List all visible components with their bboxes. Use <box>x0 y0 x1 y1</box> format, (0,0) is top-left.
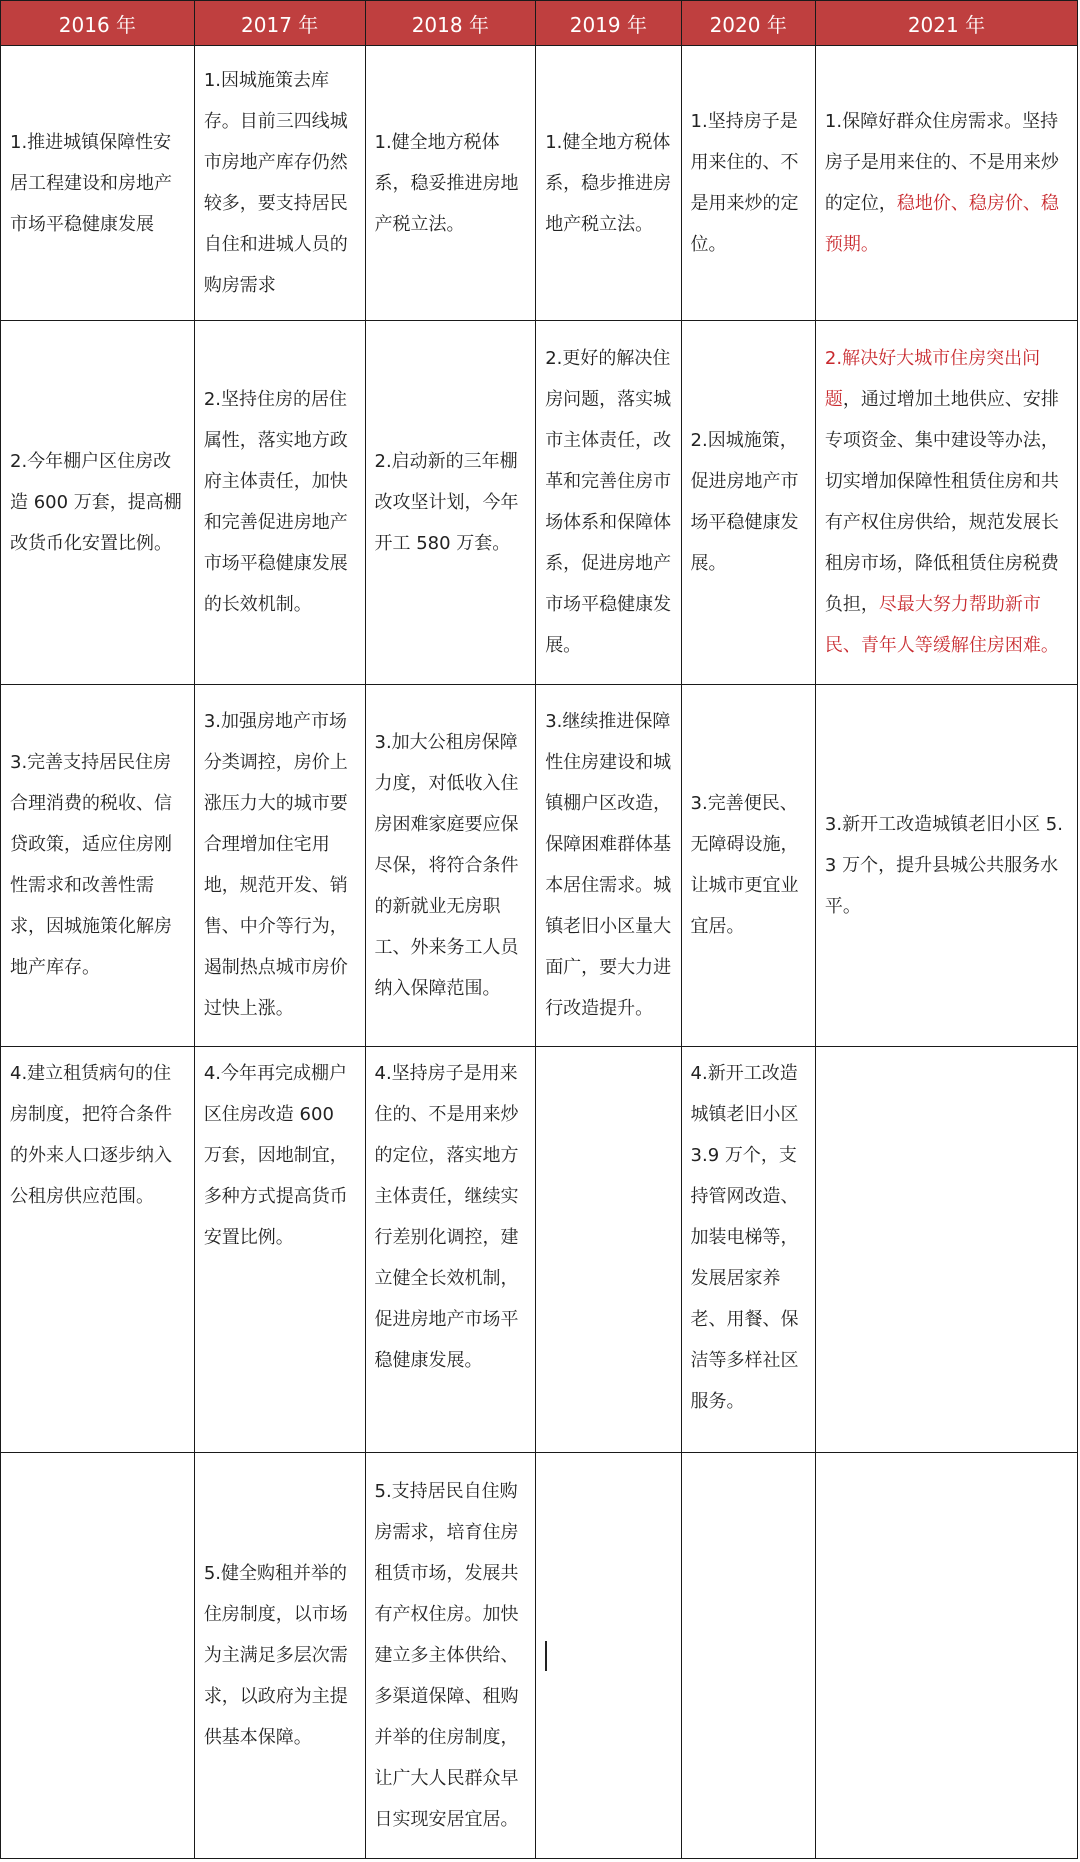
year-header-2018: 2018 年 <box>365 1 536 46</box>
policy-cell: 5.支持居民自住购房需求，培育住房租赁市场，发展共有产权住房。加快建立多主体供给、多渠道保障、租购并举的住房制度，让广大人民群众早日实现安居宜居。 <box>365 1453 536 1859</box>
policy-cell: 2.启动新的三年棚改攻坚计划，今年开工 580 万套。 <box>365 321 536 684</box>
policy-cell: 3.完善支持居民住房合理消费的税收、信贷政策，适应住房刚性需求和改善性需求，因城施策化解房地产库存。 <box>1 684 195 1046</box>
policy-cell: 4.新开工改造城镇老旧小区 3.9 万个，支持管网改造、加装电梯等，发展居家养老、用餐、保洁等多样社区服务。 <box>681 1047 815 1453</box>
empty-cell <box>536 1047 681 1453</box>
policy-cell: 2.坚持住房的居住属性，落实地方政府主体责任，加快和完善促进房地产市场平稳健康发展的长效机制。 <box>194 321 365 684</box>
policy-cell: 5.健全购租并举的住房制度，以市场为主满足多层次需求，以政府为主提供基本保障。 <box>194 1453 365 1859</box>
empty-cell <box>815 1453 1077 1859</box>
highlighted-policy-text: 解决好大城市住房突出问题 <box>824 348 1041 411</box>
table-row <box>1 1047 1078 1453</box>
policy-text: ，通过增加土地供应、安排专项资金、集中建设等办法，切实增加保障性租赁住房和共有产权住房供给，规范发展长租房市场，降低租赁住房税费负担， <box>824 389 1059 616</box>
empty-cell <box>1 1453 195 1859</box>
year-header-2020: 2020 年 <box>681 1 815 46</box>
header-row <box>1 1 1078 46</box>
policy-cell: 1.健全地方税体系，稳步推进房地产税立法。 <box>536 46 681 321</box>
table-row <box>1 46 1078 321</box>
table-row <box>1 1453 1078 1859</box>
empty-cell <box>681 1453 815 1859</box>
editable-cell[interactable] <box>536 1453 681 1859</box>
policy-cell: 3.加大公租房保障力度，对低收入住房困难家庭要应保尽保，将符合条件的新就业无房职工、外来务工人员纳入保障范围。 <box>365 684 536 1046</box>
policy-cell: 3.加强房地产市场分类调控，房价上涨压力大的城市要合理增加住宅用地，规范开发、销售、中介等行为，遏制热点城市房价过快上涨。 <box>194 684 365 1046</box>
year-header-2017: 2017 年 <box>194 1 365 46</box>
policy-cell: 1.坚持房子是用来住的、不是用来炒的定位。 <box>681 46 815 321</box>
highlighted-policy-text: 尽最大努力帮助新市民、青年人等缓解住房困难。 <box>824 594 1059 657</box>
text-cursor <box>545 1641 547 1671</box>
empty-cell <box>815 1047 1077 1453</box>
policy-cell: 2.今年棚户区住房改造 600 万套，提高棚改货币化安置比例。 <box>1 321 195 684</box>
policy-cell: 3.完善便民、无障碍设施，让城市更宜业宜居。 <box>681 684 815 1046</box>
year-header-2019: 2019 年 <box>536 1 681 46</box>
policy-cell: 2.更好的解决住房问题，落实城市主体责任，改革和完善住房市场体系和保障体系，促进房地产市场平稳健康发展。 <box>536 321 681 684</box>
policy-cell-2021-1 <box>815 46 1077 321</box>
policy-text: 1.保障好群众住房需求。坚持房子是用来住的、不是用来炒的定位， <box>824 111 1059 215</box>
highlighted-policy-number: 2. <box>824 348 843 370</box>
year-header-2016: 2016 年 <box>1 1 195 46</box>
policy-cell: 1.健全地方税体系，稳妥推进房地产税立法。 <box>365 46 536 321</box>
highlighted-policy-text: 稳地价、稳房价、稳预期。 <box>824 193 1059 256</box>
policy-cell: 2.因城施策，促进房地产市场平稳健康发展。 <box>681 321 815 684</box>
policy-cell: 4.坚持房子是用来住的、不是用来炒的定位，落实地方主体责任，继续实行差别化调控，建立健全长效机制，促进房地产市场平稳健康发展。 <box>365 1047 536 1453</box>
policy-cell-2021-2 <box>815 321 1077 684</box>
policy-cell: 1.推进城镇保障性安居工程建设和房地产市场平稳健康发展 <box>1 46 195 321</box>
policy-cell: 4.今年再完成棚户区住房改造 600 万套，因地制宜，多种方式提高货币安置比例。 <box>194 1047 365 1453</box>
table-row <box>1 684 1078 1046</box>
policy-cell: 3.继续推进保障性住房建设和城镇棚户区改造，保障困难群体基本居住需求。城镇老旧小区量大面广，要大力进行改造提升。 <box>536 684 681 1046</box>
policy-cell: 3.新开工改造城镇老旧小区 5.3 万个，提升县城公共服务水平。 <box>815 684 1077 1046</box>
policy-cell: 1.因城施策去库存。目前三四线城市房地产库存仍然较多，要支持居民自住和进城人员的购房需求 <box>194 46 365 321</box>
policy-cell: 4.建立租赁病句的住房制度，把符合条件的外来人口逐步纳入公租房供应范围。 <box>1 1047 195 1453</box>
year-header-2021: 2021 年 <box>815 1 1077 46</box>
table-row <box>1 321 1078 684</box>
